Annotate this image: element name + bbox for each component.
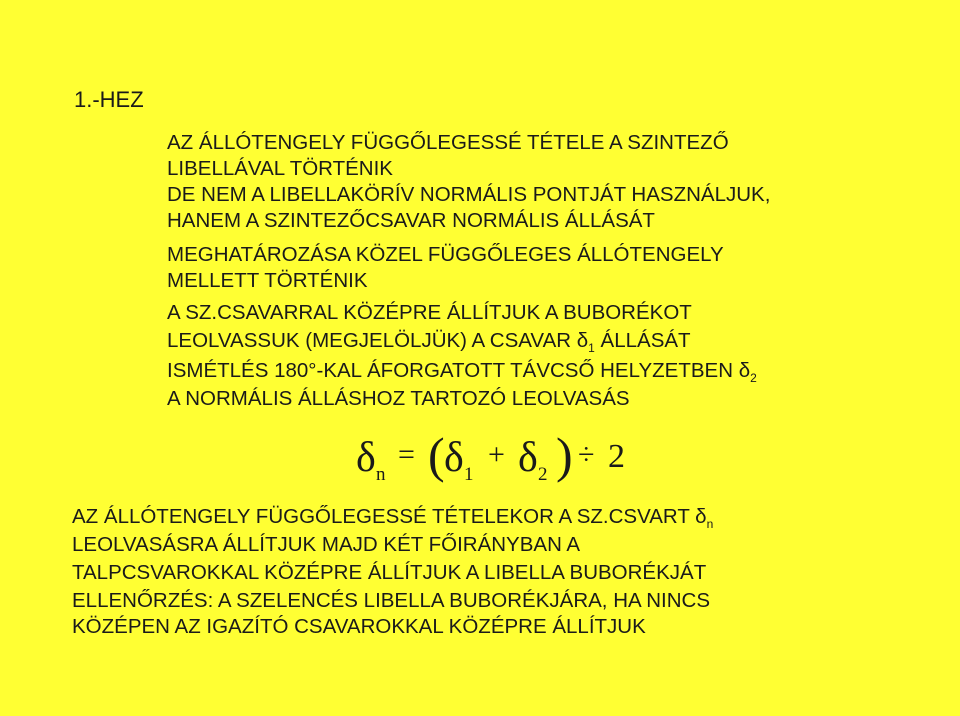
text-line-10: A NORMÁLIS ÁLLÁSHOZ TARTOZÓ LEOLVASÁS xyxy=(167,387,630,410)
formula-divide: ÷ xyxy=(578,438,595,471)
text-line-2: LIBELLÁVAL TÖRTÉNIK xyxy=(167,157,393,180)
text-line-7: A SZ.CSAVARRAL KÖZÉPRE ÁLLÍTJUK A BUBORÉKOT xyxy=(167,301,692,324)
delta-2-subscript: 2 xyxy=(750,371,757,385)
formula-delta-2: δ xyxy=(518,435,538,481)
formula-delta-n: δ xyxy=(356,435,376,481)
text-line-3: DE NEM A LIBELLAKÖRÍV NORMÁLIS PONTJÁT HASZNÁLJUK, xyxy=(167,183,771,206)
formula-plus: + xyxy=(488,438,505,471)
formula-sub-1: 1 xyxy=(464,464,474,485)
bottom-line-4: ELLENŐRZÉS: A SZELENCÉS LIBELLA BUBORÉKJÁRA, HA NINCS xyxy=(72,589,711,612)
formula-open-paren: ( xyxy=(428,427,445,483)
text-line-5: MEGHATÁROZÁSA KÖZEL FÜGGŐLEGES ÁLLÓTENGELY xyxy=(167,243,724,266)
text-line-1: AZ ÁLLÓTENGELY FÜGGŐLEGESSÉ TÉTELE A SZINTEZŐ xyxy=(167,131,729,154)
formula-equals: = xyxy=(398,438,415,471)
delta-n-subscript: n xyxy=(706,517,714,531)
text-line-9-main: ISMÉTLÉS 180°-KAL ÁFORGATOTT TÁVCSŐ HELYZETBEN δ xyxy=(167,359,751,382)
slide-heading: 1.-HEZ xyxy=(74,87,144,112)
text-line-4: HANEM A SZINTEZŐCSAVAR NORMÁLIS ÁLLÁSÁT xyxy=(167,209,655,232)
bottom-line-2: LEOLVASÁSRA ÁLLÍTJUK MAJD KÉT FŐIRÁNYBAN A xyxy=(72,533,581,556)
text-line-9 xyxy=(167,358,757,384)
formula-sub-2: 2 xyxy=(538,464,548,485)
bottom-line-1 xyxy=(72,504,713,530)
text-line-8 xyxy=(167,328,691,354)
text-line-8-main: LEOLVASSUK (MEGJELÖLJÜK) A CSAVAR δ xyxy=(167,329,589,352)
bottom-line-5: KÖZÉPEN AZ IGAZÍTÓ CSAVAROKKAL KÖZÉPRE ÁLLÍTJUK xyxy=(72,615,646,638)
formula-close-paren: ) xyxy=(556,427,573,483)
formula-two: 2 xyxy=(608,438,625,475)
delta-1-subscript: 1 xyxy=(588,341,595,355)
formula-sub-n: n xyxy=(376,464,386,485)
bottom-line-1-main: AZ ÁLLÓTENGELY FÜGGŐLEGESSÉ TÉTELEKOR A SZ.CSVART δ xyxy=(72,505,707,528)
formula-delta-1: δ xyxy=(444,435,464,481)
bottom-line-3: TALPCSVAROKKAL KÖZÉPRE ÁLLÍTJUK A LIBELLA BUBORÉKJÁT xyxy=(72,561,707,584)
text-line-6: MELLETT TÖRTÉNIK xyxy=(167,269,368,292)
text-line-8-tail: ÁLLÁSÁT xyxy=(594,329,691,352)
